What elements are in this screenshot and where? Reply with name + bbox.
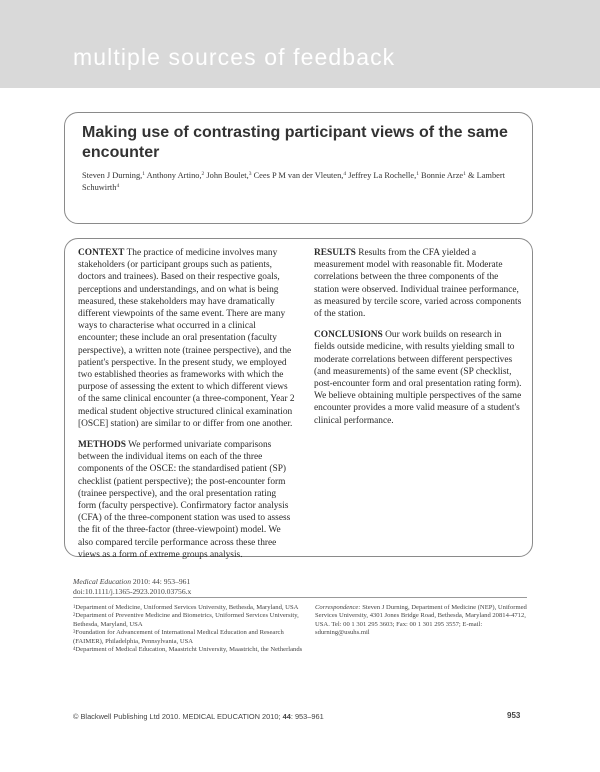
- author: Steven J Durning,: [82, 171, 143, 180]
- methods-text: We performed univariate comparisons between the individual items on each of the three components of the OSCE: the standardised patient (SP) checklist (patient perspective); the post-encounter form (trainee perspective), and the oral presentation rating form (faculty perspective). Confirmatory factor analysis (CFA) of the three-component station was used to assess the fit of the three-factor (three-viewpoint) model. We also compared tercile performance across these three views as a form of extreme groups analysis.: [78, 440, 291, 560]
- section-banner: [0, 0, 600, 88]
- abstract-column-left: [78, 247, 296, 570]
- journal-name: Medical Education: [73, 577, 131, 586]
- section-title: multiple sources of feedback: [73, 44, 396, 70]
- author: Jeffrey La Rochelle,: [348, 171, 417, 180]
- author-affiliation-marker: 4: [343, 171, 347, 177]
- author: Anthony Artino,: [146, 171, 202, 180]
- page-footer: [73, 712, 324, 721]
- context-label: CONTEXT: [78, 248, 125, 258]
- volume: 44: [282, 712, 291, 721]
- affiliation-marker: 4: [73, 647, 76, 653]
- author-affiliation-marker: 2: [201, 171, 205, 177]
- author-affiliation-marker: 3: [248, 171, 252, 177]
- affiliations: [73, 604, 305, 654]
- affiliation-marker: 1: [73, 605, 76, 610]
- author-affiliation-marker: 4: [116, 183, 120, 189]
- affiliation-item: [73, 629, 305, 646]
- affiliation-item: [73, 646, 305, 654]
- affiliation-text: Department of Medicine, Uniformed Services University, Bethesda, Maryland, USA: [75, 604, 299, 611]
- abstract-conclusions: [314, 329, 524, 427]
- doi-link[interactable]: doi:10.1111/j.1365-2923.2010.03756.x: [73, 587, 192, 596]
- author: John Boulet,: [206, 171, 249, 180]
- author-affiliation-marker: 1: [463, 171, 466, 177]
- article-title: Making use of contrasting participant views of the same encounter: [82, 124, 508, 161]
- affiliation-text: Department of Medical Education, Maastricht University, Maastricht, the Netherlands: [75, 646, 303, 654]
- abstract-results: [314, 247, 524, 320]
- journal-citation: [73, 577, 191, 597]
- affiliation-text: Department of Preventive Medicine and Biometrics, Uniformed Services University, Bethesda, Maryland, USA: [73, 612, 299, 628]
- correspondence-label: Correspondence:: [315, 604, 361, 611]
- author: Cees P M van der Vleuten,: [253, 171, 344, 180]
- methods-label: METHODS: [78, 440, 126, 451]
- results-text: Results from the CFA yielded a measurement model with reasonable fit. Moderate correlations between the three components of the station were observed. Individual trainee performance, as measured by tercile score, varied across components of the station.: [314, 248, 522, 320]
- results-label: RESULTS: [314, 248, 356, 258]
- conclusions-label: CONCLUSIONS: [314, 330, 383, 341]
- author-affiliation-marker: 1: [142, 171, 145, 177]
- divider: [73, 597, 527, 598]
- affiliation-item: [73, 604, 305, 612]
- correspondence-text: Steven J Durning, Department of Medicine (NEP), Uniformed Services University, 4301 Jones Bridge Road, Bethesda, Maryland 20814-4712, USA. Tel: 00 1 301 295 3603; Fax: 00 1 301 295 3557; E-mail: sdurning@usuhs.mil: [315, 604, 527, 637]
- abstract-methods: [78, 439, 296, 561]
- affiliation-marker: 3: [73, 630, 76, 636]
- affiliation-marker: 2: [73, 613, 76, 619]
- author-list: [82, 170, 522, 194]
- page-range: : 953–961: [290, 712, 324, 721]
- affiliation-item: [73, 612, 305, 629]
- copyright: © Blackwell Publishing Ltd 2010. MEDICAL EDUCATION 2010;: [73, 712, 283, 721]
- conclusions-text: Our work builds on research in fields outside medicine, with results yielding small to moderate correlations between different perspectives (and measurements) of the same event (SP checklist, post-encounter form and oral presentation rating form). We believe obtaining multiple perspectives of the same encounter provides a more valid measure of a student's clinical performance.: [314, 330, 522, 426]
- author: & Lambert Schuwirth: [82, 171, 505, 192]
- journal-volume-pages: 2010: 44: 953–961: [131, 577, 191, 586]
- author-affiliation-marker: 1: [416, 171, 419, 177]
- page-number: 953: [507, 711, 521, 720]
- abstract-column-right: [314, 247, 524, 436]
- author: Bonnie Arze: [421, 171, 464, 180]
- context-text: The practice of medicine involves many stakeholders (or participant groups such as patients, doctors and trainees). Based on their respective goals, perceptions and understandings, and on what is being measured, these stakeholders may have dramatically different viewpoints of the same event. There are many ways to characterise what occurred in a clinical encounter; these include an oral presentation (faculty perspective), a written note (trainee perspective), and the patient's perspective. In the present study, we employed two established theories as frameworks with which the purpose of assessing the extent to which different views of the same clinical encounter (a three-component, Year 2 medical student objective structured clinical examination [OSCE] station) are similar to or differ from one another.: [78, 248, 295, 429]
- affiliation-text: Foundation for Advancement of International Medical Education and Research (FAIMER), Philadelphia, Pennsylvania, USA: [73, 629, 284, 645]
- abstract-context: [78, 247, 296, 430]
- correspondence: [315, 604, 533, 638]
